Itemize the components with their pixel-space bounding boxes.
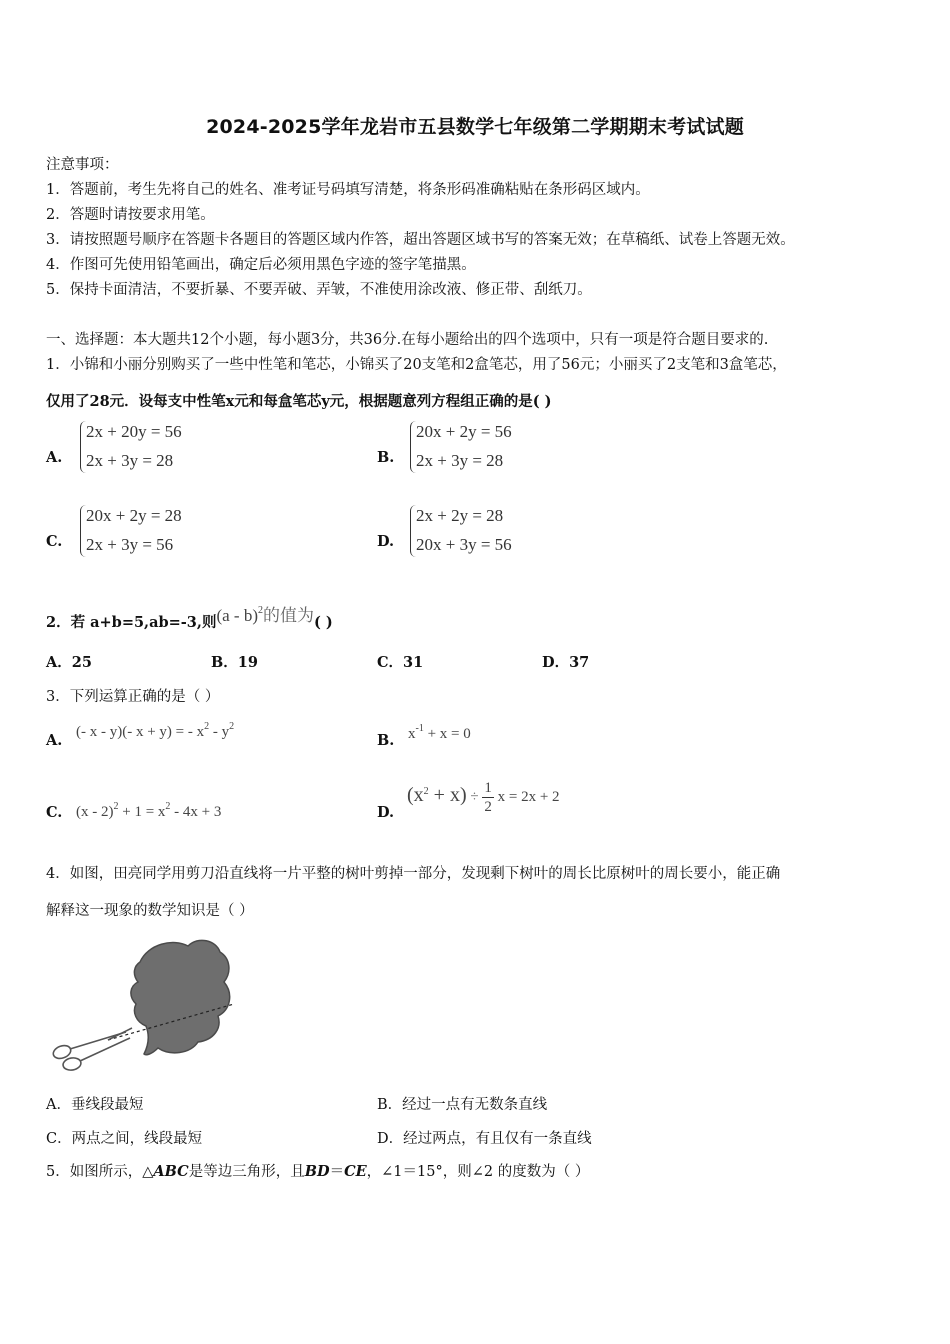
q4-option-a[interactable]: A．垂线段最短 <box>46 1097 144 1113</box>
section-heading: 一、选择题：本大题共12个小题，每小题3分，共36分.在每小题给出的四个选项中，只有一项是符合题目要求的. <box>46 332 769 348</box>
q3-d-tail: x = 2x + 2 <box>497 788 560 805</box>
leaf-scissors-figure <box>48 932 238 1072</box>
notice-item: 2．答题时请按要求用笔。 <box>46 207 215 223</box>
q4-stem-line2: 解释这一现象的数学知识是（ ） <box>46 903 254 919</box>
q3-a-main: (- x - y)(- x + y) = - x <box>76 724 205 740</box>
q3-stem: 3．下列运算正确的是（ ） <box>46 689 220 705</box>
q3-a-sup: 2 <box>204 721 210 732</box>
q2-prefix: 2．若 a+b=5,ab=-3,则 <box>46 614 217 631</box>
q3-b-main: x <box>408 726 416 742</box>
q3-option-d-label[interactable]: D. <box>377 804 395 821</box>
q3-option-d-expr <box>407 779 560 816</box>
q5-text-a: 5．如图所示，△ <box>46 1164 154 1180</box>
q3-d-num: 1 <box>484 780 492 796</box>
scissors-icon <box>51 1028 132 1071</box>
q2-stem <box>46 605 333 632</box>
q5-abc: ABC <box>153 1163 189 1180</box>
q2-option-a[interactable]: A．25 <box>46 654 92 671</box>
q4-stem-line1: 4．如图，田亮同学用剪刀沿直线将一片平整的树叶剪掉一部分，发现剩下树叶的周长比原树叶的周长要小，能正确 <box>46 866 781 882</box>
q1-option-c-eq2: 2x + 3y = 56 <box>86 535 174 554</box>
q2-option-c[interactable]: C．31 <box>377 654 424 671</box>
q3-d-mid: + x) <box>428 783 467 806</box>
q1-option-d-eq1: 2x + 2y = 28 <box>416 506 504 525</box>
q1-option-b-eq1: 20x + 2y = 56 <box>416 422 512 441</box>
q5-text-b: 是等边三角形，且 <box>188 1164 305 1180</box>
q5-eq: ＝ <box>329 1164 345 1180</box>
q1-option-d-label[interactable]: D. <box>377 533 395 550</box>
q2-sup: 2 <box>257 605 263 616</box>
q3-option-b-label[interactable]: B. <box>377 732 395 749</box>
q5-bd: BD <box>304 1163 330 1180</box>
q5-ce: CE <box>344 1163 367 1180</box>
q3-c-sup: 2 <box>113 801 119 812</box>
q5-text-c: ，∠1＝15°，则∠2 的度数为（ ） <box>366 1164 590 1180</box>
q3-c-sup2: 2 <box>165 801 171 812</box>
q4-option-d[interactable]: D．经过两点，有且仅有一条直线 <box>377 1131 592 1147</box>
q3-c-tail: - 4x + 3 <box>170 804 222 820</box>
q1-option-d-eq2: 20x + 3y = 56 <box>416 535 512 554</box>
q3-a-sup2: 2 <box>229 721 235 732</box>
q1-stem-line1: 1．小锦和小丽分别购买了一些中性笔和笔芯，小锦买了20支笔和2盒笔芯，用了56元；小丽买了2支笔和3盒笔芯， <box>46 357 787 373</box>
leaf-icon <box>131 940 230 1054</box>
q3-c-mid: + 1 = x <box>118 804 166 820</box>
q3-b-tail: + x = 0 <box>423 726 471 742</box>
notice-item: 3．请按照题号顺序在答题卡各题目的答题区域内作答，超出答题区域书写的答案无效；在草稿纸、试卷上答题无效。 <box>46 232 795 248</box>
page-title: 2024-2025学年龙岩市五县数学七年级第二学期期末考试试题 <box>206 116 744 138</box>
q3-option-a-label[interactable]: A. <box>46 732 63 749</box>
q1-option-c-label[interactable]: C. <box>46 533 63 550</box>
q2-expr: (a - b) <box>216 606 258 625</box>
q5-stem <box>46 1160 589 1181</box>
notice-item: 4．作图可先使用铅笔画出，确定后必须用黑色字迹的签字笔描黑。 <box>46 257 476 273</box>
q3-d-fraction <box>482 779 494 816</box>
q3-option-c-expr <box>76 801 221 821</box>
q1-stem-line2: 仅用了28元．设每支中性笔x元和每盒笔芯y元，根据题意列方程组正确的是( ) <box>46 393 552 410</box>
q2-suffix: 的值为 <box>262 606 314 625</box>
q3-a-tail: - y <box>209 724 230 740</box>
q3-option-a-expr <box>76 721 234 741</box>
q2-paren: ( ) <box>313 614 333 631</box>
q3-d-div: ÷ <box>470 788 479 805</box>
q2-option-d[interactable]: D．37 <box>542 654 590 671</box>
q3-d-open: (x <box>407 783 424 806</box>
q3-d-den: 2 <box>484 799 492 815</box>
q3-option-c-label[interactable]: C. <box>46 804 63 821</box>
notice-heading: 注意事项： <box>46 157 119 173</box>
q3-d-sup: 2 <box>423 785 429 797</box>
q2-option-b[interactable]: B．19 <box>211 654 258 671</box>
q1-option-a-label[interactable]: A. <box>46 449 63 466</box>
q2-expression <box>216 605 314 631</box>
q1-option-c-eq1: 20x + 2y = 28 <box>86 506 182 525</box>
q1-option-a-eq2: 2x + 3y = 28 <box>86 451 174 470</box>
q1-option-b-eq2: 2x + 3y = 28 <box>416 451 504 470</box>
q1-option-a-eq1: 2x + 20y = 56 <box>86 422 182 441</box>
q4-option-b[interactable]: B．经过一点有无数条直线 <box>377 1097 548 1113</box>
q3-b-sup: -1 <box>415 723 424 734</box>
q4-option-c[interactable]: C．两点之间，线段最短 <box>46 1131 203 1147</box>
q1-option-b-label[interactable]: B. <box>377 449 395 466</box>
q3-c-main: (x - 2) <box>76 804 114 820</box>
notice-item: 1．答题前，考生先将自己的姓名、准考证号码填写清楚，将条形码准确粘贴在条形码区域内。 <box>46 182 650 198</box>
q3-option-b-expr <box>408 723 471 743</box>
notice-item: 5．保持卡面清洁，不要折暴、不要弄破、弄皱，不准使用涂改液、修正带、刮纸刀。 <box>46 282 592 298</box>
